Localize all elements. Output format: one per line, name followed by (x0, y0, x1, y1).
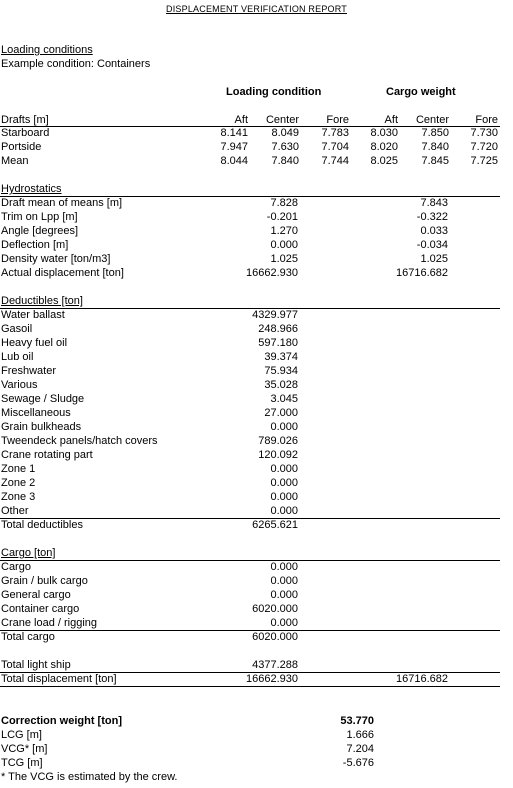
hydrostatics-cw-value: -0.322 (416, 211, 448, 223)
total-displacement-lc: 16662.930 (246, 673, 298, 685)
cargo-row-value: 6020.000 (252, 603, 298, 615)
total-deductibles-value: 6265.621 (252, 519, 298, 531)
hydrostatics-row-label: Actual displacement [ton] (1, 267, 124, 279)
total-light-ship-value: 4377.288 (252, 659, 298, 671)
correction-weight-label: Correction weight [ton] (1, 715, 122, 727)
group-cargo-weight: Cargo weight (386, 86, 456, 98)
drafts-lc-value: 7.630 (271, 141, 299, 153)
drafts-lc-value: 7.947 (220, 141, 248, 153)
deductible-row-label: Tweendeck panels/hatch covers (1, 435, 158, 447)
cargo-row-value: 0.000 (270, 617, 298, 629)
drafts-cw-value: 7.730 (470, 127, 498, 139)
deductible-row-value: 4329.977 (252, 309, 298, 321)
lc-fore-header: Fore (326, 114, 349, 126)
deductible-row-value: 0.000 (270, 421, 298, 433)
cw-fore-header: Fore (475, 114, 498, 126)
total-displacement-cw: 16716.682 (396, 673, 448, 685)
deductible-row-label: Heavy fuel oil (1, 337, 68, 349)
deductible-row-label: Grain bulkheads (1, 421, 82, 433)
deductible-row-label: Crane rotating part (1, 449, 93, 461)
drafts-cw-value: 8.025 (370, 155, 398, 167)
drafts-row-label: Portside (1, 141, 42, 153)
deductible-row-label: Zone 1 (1, 463, 36, 475)
lc-center-header: Center (265, 114, 299, 126)
deductible-row-value: 0.000 (270, 491, 298, 503)
drafts-lc-value: 8.049 (271, 127, 299, 139)
hydrostatics-lc-value: 1.025 (270, 253, 298, 265)
deductible-row-label: Water ballast (1, 309, 65, 321)
cargo-row-value: 0.000 (270, 589, 298, 601)
total-displacement-divider (0, 686, 500, 687)
hydrostatics-lc-value: 16662.930 (246, 267, 298, 279)
vcg-footnote: * The VCG is estimated by the crew. (1, 771, 178, 783)
hydrostatics-row-label: Density water [ton/m3] (1, 253, 111, 265)
deductible-row-value: 120.092 (258, 449, 298, 461)
hydrostatics-row-label: Draft mean of means [m] (1, 197, 123, 209)
cargo-row-label: General cargo (1, 589, 71, 601)
drafts-cw-value: 7.725 (470, 155, 498, 167)
drafts-lc-value: 8.044 (220, 155, 248, 167)
hydrostatics-cw-value: 1.025 (420, 253, 448, 265)
deductible-row-label: Gasoil (1, 323, 33, 335)
deductible-row-value: 597.180 (258, 337, 298, 349)
lc-aft-header: Aft (234, 114, 248, 126)
drafts-cw-value: 7.845 (421, 155, 449, 167)
group-loading-condition: Loading condition (226, 86, 322, 98)
hydrostatics-cw-value: -0.034 (416, 239, 448, 251)
deductible-row-value: 3.045 (270, 393, 298, 405)
deductible-row-value: 0.000 (270, 505, 298, 517)
hydrostatics-lc-value: 1.270 (270, 225, 298, 237)
deductible-row-value: 39.374 (264, 351, 298, 363)
drafts-lc-value: 7.840 (271, 155, 299, 167)
drafts-lc-value: 7.783 (321, 127, 349, 139)
hydrostatics-lc-value: 7.828 (270, 197, 298, 209)
cw-aft-header: Aft (384, 114, 398, 126)
deductible-row-label: Other (1, 505, 29, 517)
deductible-row-label: Miscellaneous (1, 407, 71, 419)
deductible-row-label: Lub oil (1, 351, 34, 363)
deductible-row-value: 248.966 (258, 323, 298, 335)
drafts-cw-value: 7.840 (421, 141, 449, 153)
hydrostatics-lc-value: 0.000 (270, 239, 298, 251)
cargo-heading: Cargo [ton] (1, 547, 56, 559)
drafts-heading: Drafts [m] (1, 114, 49, 126)
drafts-row-label: Mean (1, 155, 29, 167)
total-cargo-label: Total cargo (1, 631, 55, 643)
deductible-row-value: 0.000 (270, 463, 298, 475)
cargo-row-value: 0.000 (270, 561, 298, 573)
total-light-ship-label: Total light ship (1, 659, 71, 671)
cw-center-header: Center (415, 114, 449, 126)
correction-row-value: -5.676 (342, 757, 374, 769)
cargo-row-label: Crane load / rigging (1, 617, 98, 629)
deductible-row-label: Freshwater (1, 365, 57, 377)
deductible-row-value: 0.000 (270, 477, 298, 489)
drafts-lc-value: 8.141 (220, 127, 248, 139)
correction-row-value: 1.666 (346, 729, 374, 741)
hydrostatics-row-label: Deflection [m] (1, 239, 69, 251)
deductible-row-label: Zone 2 (1, 477, 36, 489)
drafts-cw-value: 7.720 (470, 141, 498, 153)
loading-heading: Loading conditions (1, 44, 93, 56)
report-title: DISPLACEMENT VERIFICATION REPORT (166, 4, 347, 14)
correction-weight-value: 53.770 (340, 715, 374, 727)
correction-row-label: LCG [m] (1, 729, 42, 741)
hydrostatics-cw-value: 16716.682 (396, 267, 448, 279)
hydrostatics-lc-value: -0.201 (266, 211, 298, 223)
cargo-row-label: Container cargo (1, 603, 80, 615)
hydrostatics-heading: Hydrostatics (1, 183, 62, 195)
deductible-row-value: 75.934 (264, 365, 298, 377)
drafts-cw-value: 8.030 (370, 127, 398, 139)
hydrostatics-row-label: Angle [degrees] (1, 225, 79, 237)
drafts-row-label: Starboard (1, 127, 50, 139)
cargo-row-value: 0.000 (270, 575, 298, 587)
total-deductibles-label: Total deductibles (1, 519, 83, 531)
correction-row-label: VCG* [m] (1, 743, 48, 755)
deductible-row-label: Zone 3 (1, 491, 36, 503)
deductible-row-value: 27.000 (264, 407, 298, 419)
total-displacement-label: Total displacement [ton] (1, 673, 117, 685)
drafts-lc-value: 7.704 (321, 141, 349, 153)
cargo-row-label: Cargo (1, 561, 31, 573)
hydrostatics-cw-value: 0.033 (420, 225, 448, 237)
total-cargo-value: 6020.000 (252, 631, 298, 643)
hydrostatics-cw-value: 7.843 (420, 197, 448, 209)
deductible-row-value: 789.026 (258, 435, 298, 447)
hydrostatics-row-label: Trim on Lpp [m] (1, 211, 78, 223)
correction-row-label: TCG [m] (1, 757, 43, 769)
drafts-lc-value: 7.744 (321, 155, 349, 167)
correction-row-value: 7.204 (346, 743, 374, 755)
drafts-cw-value: 8.020 (370, 141, 398, 153)
deductibles-heading: Deductibles [ton] (1, 295, 83, 307)
deductible-row-label: Sewage / Sludge (1, 393, 85, 405)
drafts-cw-value: 7.850 (421, 127, 449, 139)
deductible-row-label: Various (1, 379, 38, 391)
cargo-row-label: Grain / bulk cargo (1, 575, 88, 587)
deductible-row-value: 35.028 (264, 379, 298, 391)
loading-condition: Example condition: Containers (1, 58, 151, 70)
